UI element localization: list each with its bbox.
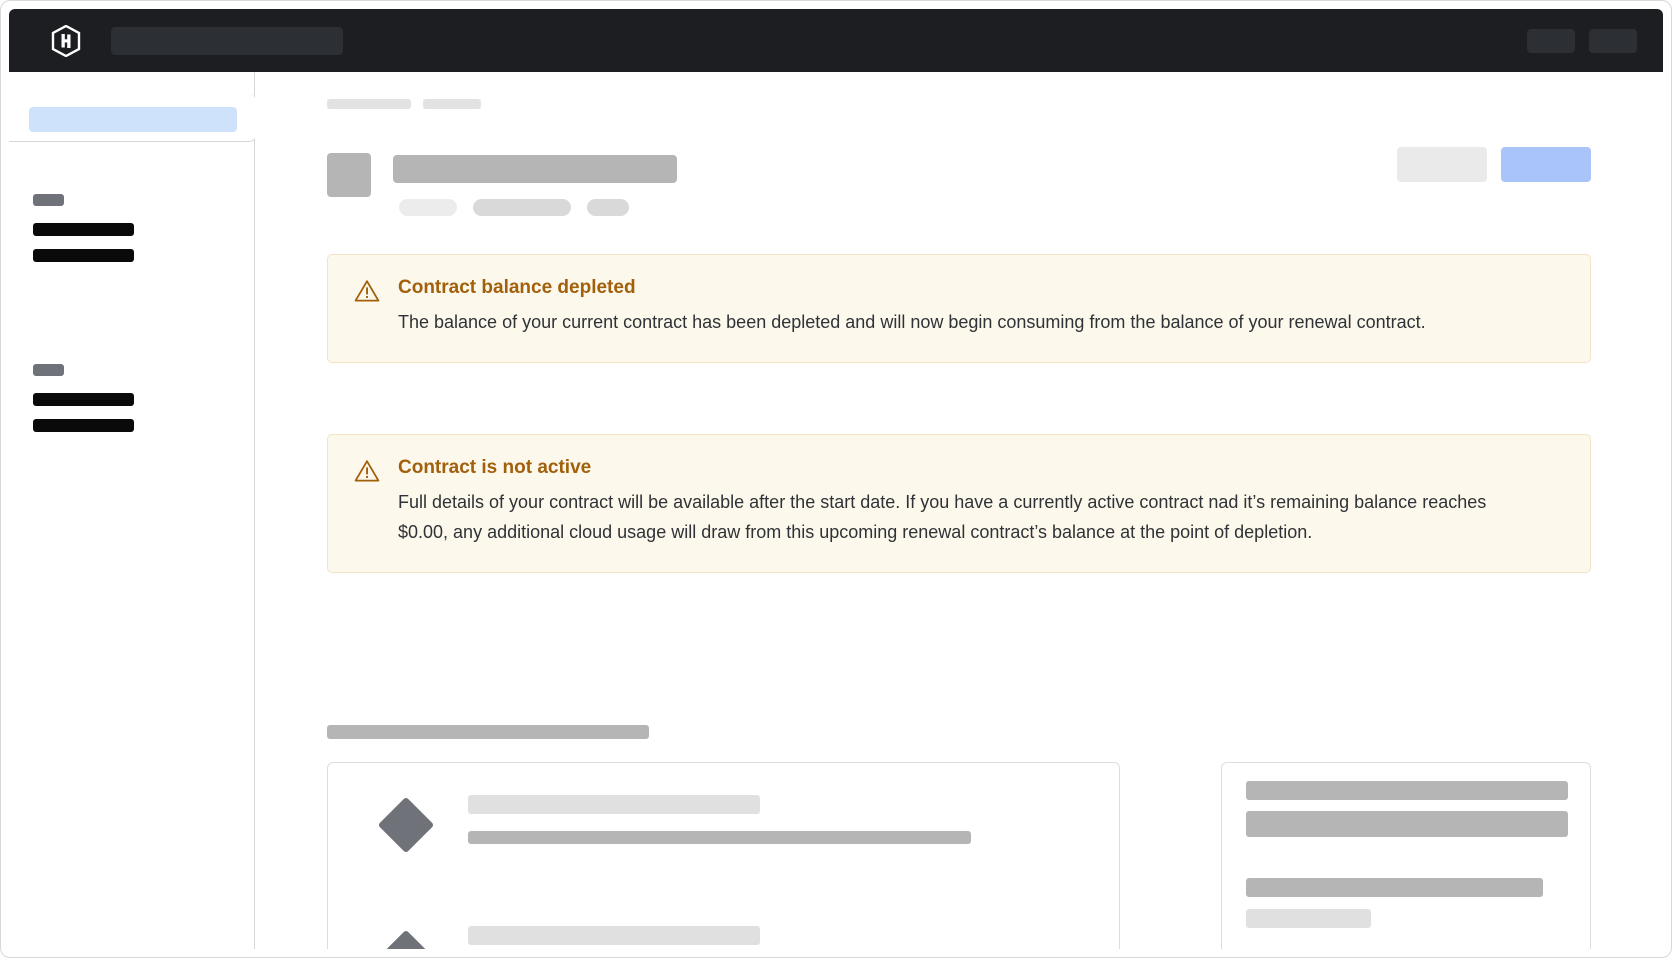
summary-line-2 — [1246, 811, 1568, 837]
list-item-title — [468, 926, 760, 945]
sidebar-group-2 — [33, 364, 134, 432]
primary-action-button[interactable] — [1501, 147, 1591, 182]
sidebar-active-item-label — [29, 107, 237, 132]
main-content — [255, 72, 1663, 949]
warning-triangle-icon — [354, 277, 380, 338]
sidebar-group-1-heading — [33, 194, 64, 206]
page-meta-item-1 — [399, 199, 457, 216]
sidebar-item-1a[interactable] — [33, 223, 134, 236]
alert-title: Contract is not active — [398, 457, 592, 478]
alert-description: Full details of your contract will be available after the start date. If you have a currently active contract nad it’s remaining balance reaches $0.00, any additional cloud usage will draw from this upcoming renewal contract’s balance at the point of depletion. — [398, 491, 1487, 542]
list-item-title — [468, 795, 760, 814]
top-navigation-bar — [9, 9, 1663, 72]
topbar-actions — [1527, 29, 1645, 53]
summary-line-4 — [1246, 909, 1371, 928]
page-header-actions — [1397, 147, 1591, 182]
diamond-icon — [378, 797, 435, 854]
secondary-action-button[interactable] — [1397, 147, 1487, 182]
alert-contract-not-active — [327, 434, 1591, 573]
contract-summary-card — [1221, 762, 1591, 949]
page-icon — [327, 153, 371, 197]
summary-line-1 — [1246, 781, 1568, 800]
page-header — [327, 147, 1591, 217]
topbar-chip-one[interactable] — [1527, 29, 1575, 53]
sidebar — [9, 72, 255, 949]
alert-body — [398, 457, 1564, 548]
topbar-chip-two[interactable] — [1589, 29, 1637, 53]
alert-description: The balance of your current contract has been depleted and will now begin consuming from the balance of your renewal contract. — [398, 311, 1426, 332]
page-meta — [399, 199, 629, 216]
alert-title: Contract balance depleted — [398, 277, 636, 298]
alert-contract-balance-depleted — [327, 254, 1591, 363]
list-item-subtitle — [468, 831, 971, 844]
sidebar-item-2a[interactable] — [33, 393, 134, 406]
global-search-input[interactable] — [111, 27, 343, 55]
hashicorp-logo-icon[interactable] — [49, 24, 83, 58]
sidebar-group-1 — [33, 194, 134, 262]
breadcrumb-item-1[interactable] — [327, 99, 411, 109]
sidebar-item-1b[interactable] — [33, 249, 134, 262]
page-meta-item-3 — [587, 199, 629, 216]
page-title — [393, 155, 677, 183]
sidebar-active-tab[interactable] — [9, 94, 257, 142]
contract-details-card — [327, 762, 1120, 949]
sidebar-group-2-heading — [33, 364, 64, 376]
section-heading — [327, 725, 649, 739]
sidebar-item-2b[interactable] — [33, 419, 134, 432]
warning-triangle-icon — [354, 457, 380, 548]
diamond-icon — [378, 930, 435, 949]
breadcrumb — [327, 99, 481, 109]
summary-line-3 — [1246, 878, 1543, 897]
breadcrumb-item-2[interactable] — [423, 99, 481, 109]
page-meta-item-2 — [473, 199, 571, 216]
alert-body — [398, 277, 1564, 338]
